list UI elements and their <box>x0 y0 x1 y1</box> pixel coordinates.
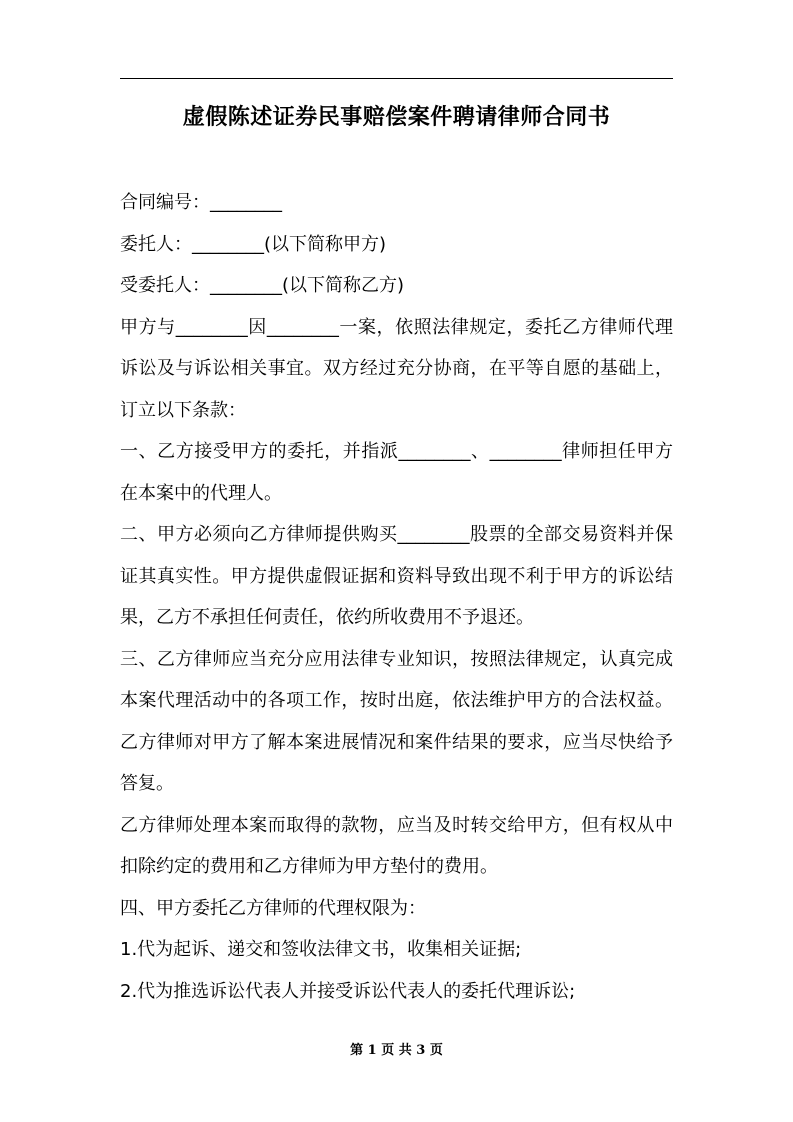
clause-1-line: 在本案中的代理人。 <box>120 482 282 504</box>
page-number: 第 1 页 共 3 页 <box>350 1043 443 1058</box>
clause-2-line: 证其真实性。甲方提供虚假证据和资料导致出现不利于甲方的诉讼结 <box>120 565 673 587</box>
clause-3-line: 扣除约定的费用和乙方律师为甲方垫付的费用。 <box>120 856 498 877</box>
clause-4-line: 四、甲方委托乙方律师的代理权限为： <box>120 897 426 919</box>
clause-3-line: 三、乙方律师应当充分应用法律专业知识，按照法律规定，认真完成 <box>120 648 673 670</box>
header-rule <box>120 78 673 79</box>
clause-1-line: 一、乙方接受甲方的委托，并指派________、________律师担任甲方 <box>120 441 673 462</box>
document-body <box>120 182 673 1012</box>
paragraph-line: 甲方与________因________一案，依照法律规定，委托乙方律师代理 <box>120 316 673 338</box>
clause-2-line: 二、甲方必须向乙方律师提供购买________股票的全部交易资料并保 <box>120 524 673 545</box>
paragraph-line: 订立以下条款： <box>120 399 246 421</box>
clause-4-item: 1.代为起诉、递交和签收法律文书，收集相关证据; <box>120 939 522 960</box>
clause-2-line: 果，乙方不承担任何责任，依约所收费用不予退还。 <box>120 607 534 628</box>
clause-4-item: 2.代为推选诉讼代表人并接受诉讼代表人的委托代理诉讼; <box>120 980 576 1002</box>
clause-3-line: 乙方律师处理本案而取得的款物，应当及时转交给甲方，但有权从中 <box>120 814 673 836</box>
document-title: 虚假陈述证券民事赔偿案件聘请律师合同书 <box>182 105 611 130</box>
clause-3-line: 乙方律师对甲方了解本案进展情况和案件结果的要求，应当尽快给予 <box>120 731 673 753</box>
contract-number-line: 合同编号：________ <box>120 192 282 213</box>
clause-3-line: 本案代理活动中的各项工作，按时出庭，依法维护甲方的合法权益。 <box>120 690 673 711</box>
paragraph-line: 诉讼及与诉讼相关事宜。双方经过充分协商，在平等自愿的基础上， <box>120 358 673 379</box>
clause-3-line: 答复。 <box>120 773 174 794</box>
agent-line: 受委托人：________(以下简称乙方) <box>120 275 405 296</box>
client-line: 委托人：________(以下简称甲方) <box>120 233 387 255</box>
